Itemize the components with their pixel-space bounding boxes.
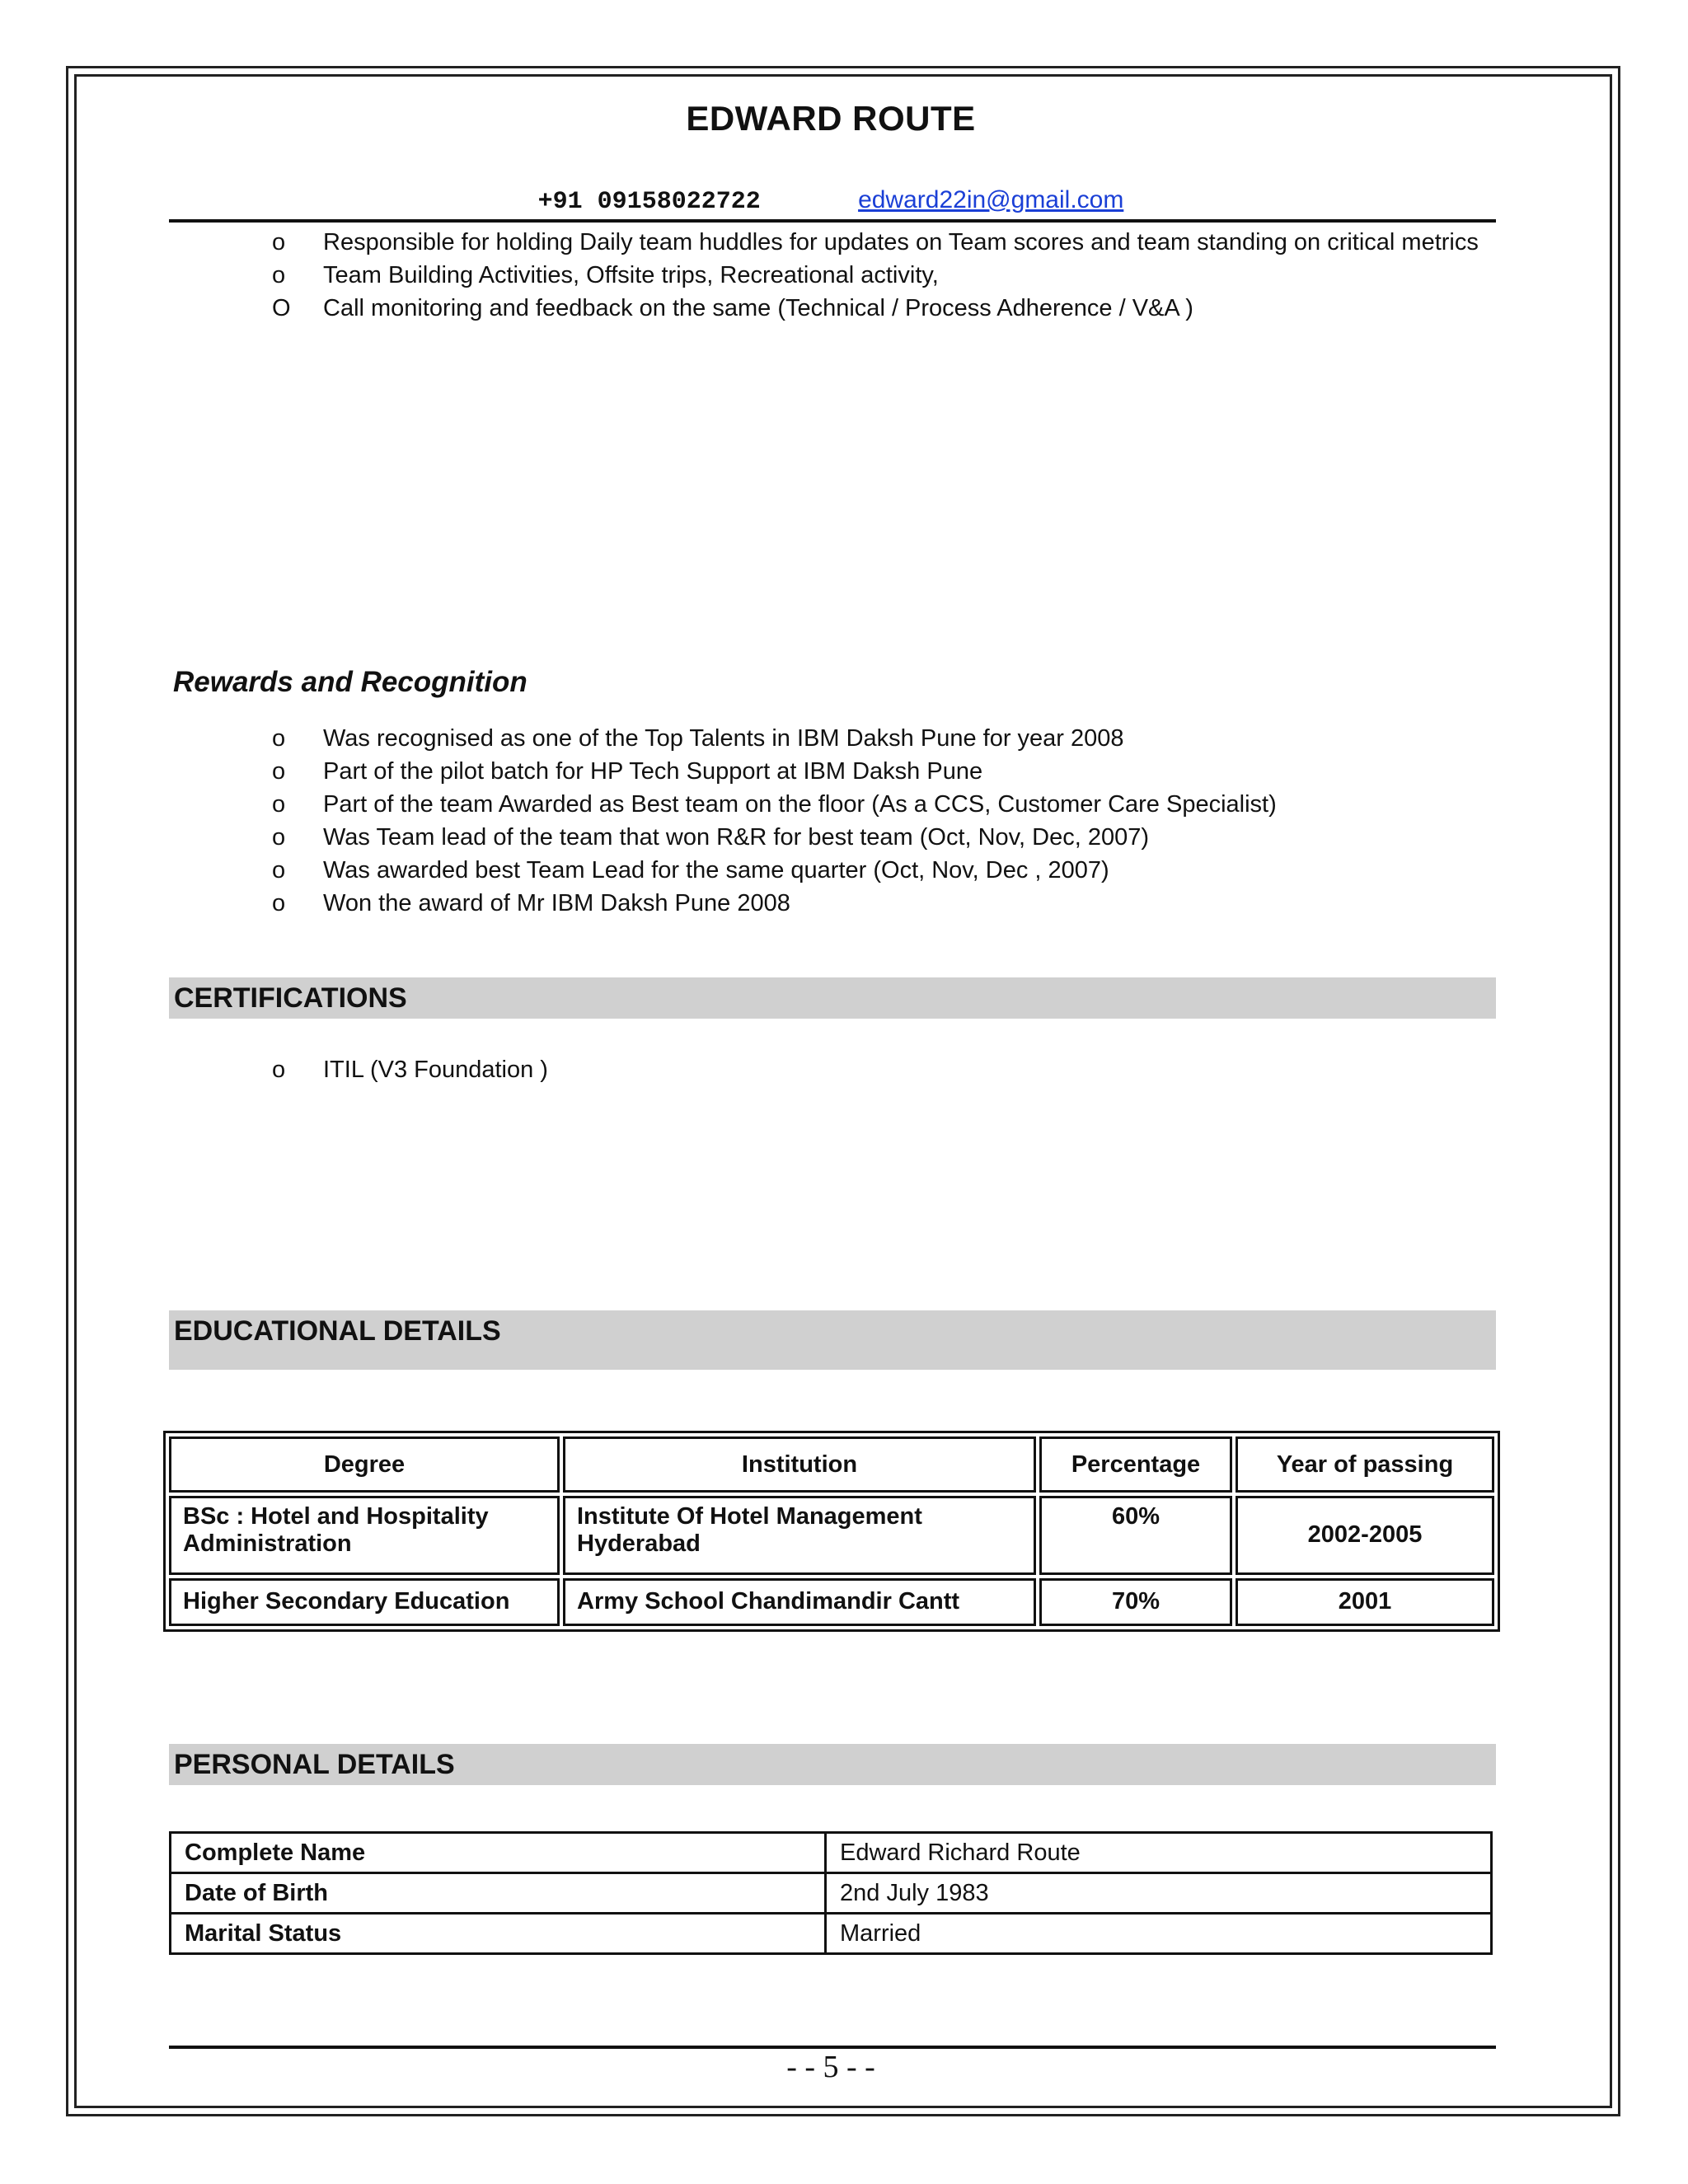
rewards-list <box>272 722 1493 920</box>
field-label: Marital Status <box>171 1914 826 1954</box>
list-item-text: Team Building Activities, Offsite trips, Recreational activity, <box>323 262 939 288</box>
list-item <box>272 259 1493 292</box>
table-cell: Higher Secondary Education <box>169 1578 560 1626</box>
bullet-marker: o <box>272 857 286 883</box>
field-value: Married <box>826 1914 1492 1954</box>
list-item <box>272 292 1493 325</box>
table-row <box>171 1914 1492 1954</box>
education-band <box>169 1310 1496 1370</box>
list-item <box>272 1053 1493 1086</box>
field-value: Edward Richard Route <box>826 1833 1492 1873</box>
table-row <box>169 1496 1494 1575</box>
responsibilities-list <box>272 226 1493 325</box>
list-item <box>272 887 1493 920</box>
table-row <box>169 1578 1494 1626</box>
table-row <box>171 1833 1492 1873</box>
list-item-text: ITIL (V3 Foundation ) <box>323 1057 548 1083</box>
list-item-text: Responsible for holding Daily team huddles for updates on Team scores and team standing on critical metrics <box>323 229 1479 255</box>
field-label: Complete Name <box>171 1833 826 1873</box>
field-value: 2nd July 1983 <box>826 1873 1492 1914</box>
bullet-marker: o <box>272 229 286 255</box>
list-item-text: Won the award of Mr IBM Daksh Pune 2008 <box>323 890 790 916</box>
list-item <box>272 722 1493 755</box>
list-item-text: Was Team lead of the team that won R&R for best team (Oct, Nov, Dec, 2007) <box>323 824 1150 851</box>
list-item-text: Was awarded best Team Lead for the same quarter (Oct, Nov, Dec , 2007) <box>323 857 1109 883</box>
email-link[interactable]: edward22in@gmail.com <box>858 186 1124 213</box>
table-cell: Army School Chandimandir Cantt <box>563 1578 1036 1626</box>
list-item-text: Part of the pilot batch for HP Tech Support at IBM Daksh Pune <box>323 758 983 785</box>
column-header-degree: Degree <box>169 1436 560 1493</box>
personal-heading: PERSONAL DETAILS <box>174 1749 455 1780</box>
certifications-list <box>272 1053 1493 1086</box>
list-item-text: Was recognised as one of the Top Talents in IBM Daksh Pune for year 2008 <box>323 725 1124 752</box>
page-number: - - 5 - - <box>786 2050 875 2084</box>
table-cell: BSc : Hotel and Hospitality Administration <box>169 1496 560 1575</box>
list-item <box>272 788 1493 821</box>
table-cell: Institute Of Hotel Management Hyderabad <box>563 1496 1036 1575</box>
list-item-text: Part of the team Awarded as Best team on the floor (As a CCS, Customer Care Specialist) <box>323 791 1277 818</box>
personal-table <box>169 1831 1493 1955</box>
table-row <box>171 1873 1492 1914</box>
phone-number: +91 09158022722 <box>537 188 761 216</box>
list-item <box>272 226 1493 259</box>
bullet-marker: o <box>272 791 286 818</box>
certifications-band <box>169 977 1496 1019</box>
bullet-marker: o <box>272 725 286 752</box>
header-rule <box>169 219 1496 223</box>
candidate-name: EDWARD ROUTE <box>686 99 976 138</box>
table-cell: 70% <box>1039 1578 1232 1626</box>
table-cell: 60% <box>1039 1496 1232 1575</box>
table-cell: 2001 <box>1236 1578 1494 1626</box>
certifications-heading: CERTIFICATIONS <box>174 982 407 1014</box>
table-cell: 2002-2005 <box>1236 1496 1494 1575</box>
rewards-heading: Rewards and Recognition <box>173 666 528 698</box>
column-header-percentage: Percentage <box>1039 1436 1232 1493</box>
list-item-text: Call monitoring and feedback on the same (Technical / Process Adherence / V&A ) <box>323 295 1193 321</box>
bullet-marker: o <box>272 1057 286 1083</box>
list-item <box>272 755 1493 788</box>
bullet-marker: O <box>272 295 291 321</box>
column-header-institution: Institution <box>563 1436 1036 1493</box>
column-header-year: Year of passing <box>1236 1436 1494 1493</box>
personal-band <box>169 1744 1496 1785</box>
field-label: Date of Birth <box>171 1873 826 1914</box>
list-item <box>272 854 1493 887</box>
bullet-marker: o <box>272 262 286 288</box>
education-heading: EDUCATIONAL DETAILS <box>174 1315 501 1347</box>
bullet-marker: o <box>272 890 286 916</box>
contact-line <box>0 186 1662 216</box>
page-border-inner <box>74 74 1612 2108</box>
bullet-marker: o <box>272 758 286 785</box>
table-header-row <box>169 1436 1494 1493</box>
education-table <box>163 1431 1500 1632</box>
list-item <box>272 821 1493 854</box>
bullet-marker: o <box>272 824 286 851</box>
